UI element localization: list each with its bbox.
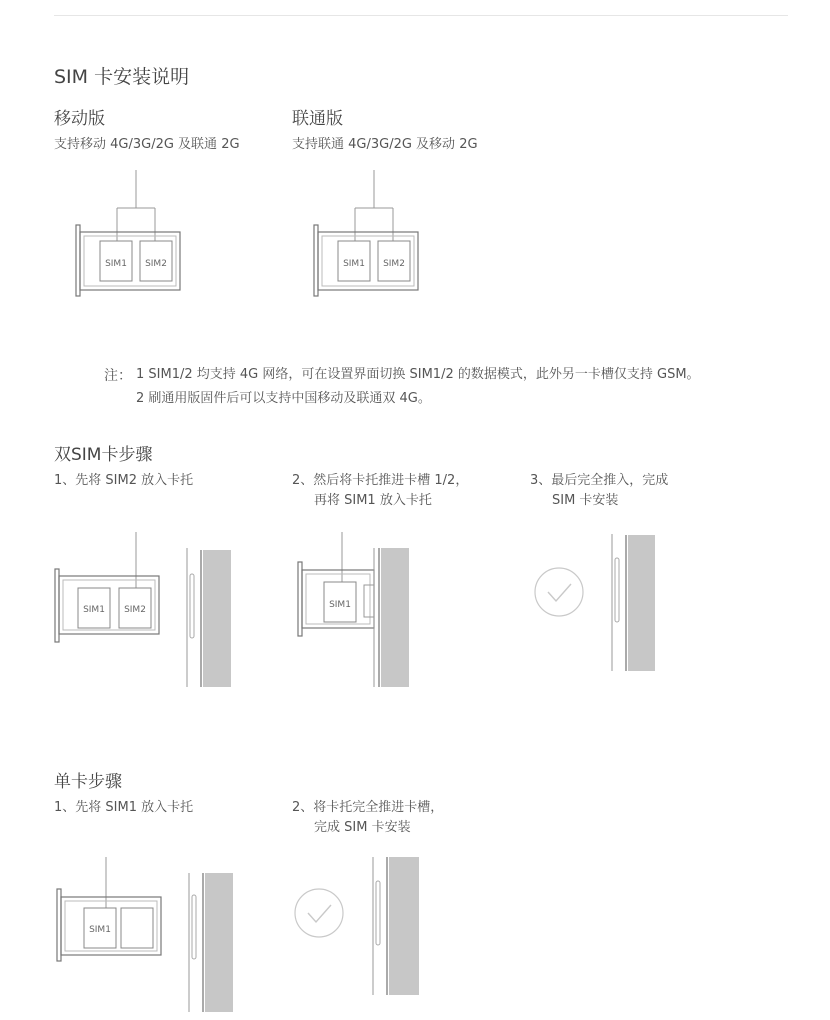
sim2-slot-label: SIM2 [383,259,405,269]
check-icon [548,584,571,601]
version-mobile-desc: 支持移动 4G/3G/2G 及联通 2G [54,137,240,152]
sim-tray-diagram-mobile [70,168,190,298]
dual-step-2-line-2: 再将 SIM1 放入卡托 [314,493,432,508]
single-step-2-diagram [292,855,427,1000]
single-step-1: 1、先将 SIM1 放入卡托 [54,800,194,815]
check-circle-icon [295,889,343,937]
check-icon [308,905,331,922]
dual-sim-title: 双SIM卡步骤 [54,445,153,465]
version-mobile-title: 移动版 [54,109,105,129]
sim1-slot-label: SIM1 [343,259,365,269]
single-sim-title: 单卡步骤 [54,772,122,792]
dual-step-2-diagram [294,530,419,690]
sim1-slot-label: SIM1 [105,259,127,269]
dual-step-1-diagram [50,530,235,690]
sim1-slot-label: SIM1 [89,925,111,935]
sim2-slot-label: SIM2 [124,605,146,615]
single-step-2-line-1: 2、将卡托完全推进卡槽， [292,800,444,815]
dual-step-1: 1、先将 SIM2 放入卡托 [54,473,194,488]
check-circle-icon [535,568,583,616]
note-line-2: 2 刷通用版固件后可以支持中国移动及联通双 4G。 [136,391,431,406]
note-line-1: 1 SIM1/2 均支持 4G 网络，可在设置界面切换 SIM1/2 的数据模式，此外另一卡槽仅支持 GSM。 [136,367,700,382]
sim2-slot-label: SIM2 [145,259,167,269]
dual-step-2-line-1: 2、然后将卡托推进卡槽 1/2， [292,473,469,488]
sim1-slot-label: SIM1 [83,605,105,615]
top-divider [54,15,788,16]
single-step-1-diagram [52,855,237,1015]
dual-step-3-line-2: SIM 卡安装 [552,493,619,508]
note-label: 注： [104,368,132,384]
version-unicom-desc: 支持联通 4G/3G/2G 及移动 2G [292,137,478,152]
single-step-2-line-2: 完成 SIM 卡安装 [314,820,411,835]
version-unicom-title: 联通版 [292,109,343,129]
dual-step-3-line-1: 3、最后完全推入，完成 [530,473,669,488]
page-title: SIM 卡安装说明 [54,66,190,88]
sim1-slot-label: SIM1 [329,600,351,610]
dual-step-3-diagram [530,530,660,675]
sim-tray-diagram-unicom [308,168,428,298]
